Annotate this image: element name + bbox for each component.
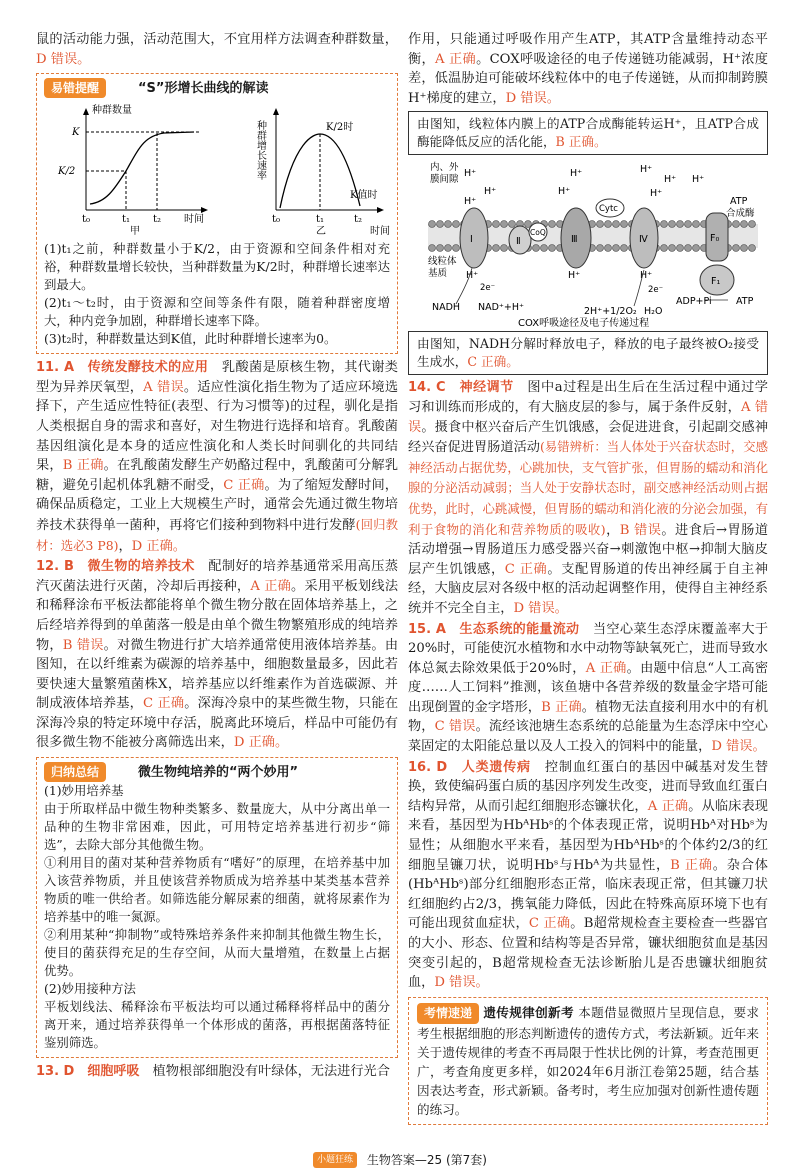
lipid-head bbox=[693, 245, 700, 252]
q16-r2: B 正确 bbox=[670, 857, 713, 873]
lipid-head bbox=[733, 221, 740, 228]
e-label-1: 2e⁻ bbox=[480, 283, 496, 294]
oxygen-label: 2H⁺+1/2O₂ bbox=[584, 306, 637, 318]
g1-xlabel: 时间 bbox=[184, 214, 204, 226]
speed-tag: 考情速递 bbox=[417, 1003, 479, 1024]
q14-t2: 。摄食中枢兴奋后产生饥饿感，会促进进食，引起副交感神经兴奋促进胃肠道活动 bbox=[408, 419, 769, 456]
q13-t1: 植物根部细胞没有叶绿体，无法进行光合 bbox=[152, 1064, 390, 1080]
q14-t4: 。进食后→胃肠道活动增强→胃肠道压力感受器兴奋→刺激饱中枢→抑制大脑皮层产生饥饿感， bbox=[408, 522, 769, 577]
g2-caption: 乙 bbox=[316, 226, 326, 238]
lipid-head bbox=[621, 221, 628, 228]
lipid-head bbox=[597, 245, 604, 252]
h-8: H⁺ bbox=[650, 188, 663, 200]
g1-t1: t₁ bbox=[122, 214, 131, 226]
lipid-head bbox=[493, 221, 500, 228]
q14-t3: ， bbox=[605, 522, 620, 538]
footer-text: 生物答案—25 (第7套) bbox=[366, 1152, 487, 1167]
exam-trend-box bbox=[408, 997, 768, 1125]
h-10: H⁺ bbox=[466, 270, 479, 282]
g2-t0: t₀ bbox=[272, 214, 281, 226]
lipid-head bbox=[605, 221, 612, 228]
h-5: H⁺ bbox=[558, 186, 571, 198]
g1-k2: K/2 bbox=[58, 166, 76, 178]
box2-text: 由图知，NADH分解时释放电子，释放的电子最终被O₂接受生成水， bbox=[417, 336, 759, 370]
intro-end: D 错误。 bbox=[36, 51, 91, 67]
q12-r3: C 正确 bbox=[143, 696, 185, 712]
lipid-head bbox=[741, 221, 748, 228]
complex-1 bbox=[460, 208, 488, 268]
cytc-label: Cytc bbox=[599, 204, 618, 215]
q11-r4: D 正确。 bbox=[131, 538, 186, 554]
speed-text: 本题借显微照片呈现信息，要求考生根据细胞的形态判断遗传的遗传方式，考法新颖。近年来关于遗传规律的考查不再局限于性状比例的计算，考查范围更广，考查角度更多样，如2024年6月浙江卷第25题，结合基因表达考查，形式新颖。备考时，考生应加强对创新性遗传题的练习。 bbox=[417, 1004, 759, 1117]
right-column bbox=[408, 30, 768, 1125]
summary-h1: (1)妙用培养基 bbox=[44, 783, 124, 799]
atp-synthase-label-2: 合成酶 bbox=[726, 208, 755, 220]
q14-r1: A 错误 bbox=[408, 399, 769, 435]
summary-box bbox=[36, 757, 398, 1058]
q13-head: 13. D 细胞呼吸 bbox=[36, 1064, 140, 1080]
q14-r2: B 错误 bbox=[619, 522, 662, 538]
box1-result: B 正确。 bbox=[555, 134, 607, 150]
tip-p2: (2)t₁～t₂时，由于资源和空间等条件有限，随着种群密度增大，种内竞争加剧，种群增长速率下降。 bbox=[44, 295, 390, 329]
lipid-head bbox=[613, 245, 620, 252]
left-column bbox=[36, 30, 398, 1082]
tip-box bbox=[36, 73, 398, 354]
summary-p1: 由于所取样品中微生物种类繁多、数量庞大，从中分离出单一品种的生物非常困难，因此，可用特定培养基进行初步“筛选”，去除大部分其他微生物。 bbox=[44, 801, 390, 853]
q16-r3: C 正确 bbox=[528, 916, 571, 932]
lipid-head bbox=[741, 245, 748, 252]
q11-note: (回归教材：选必3 P8) bbox=[36, 516, 399, 553]
q15-r4: D 错误。 bbox=[711, 739, 766, 755]
q16-t2: 。从临床表现来看，基因型为HbᴬHbˢ的个体表现正常，说明Hbᴬ对Hbˢ为显性；从细胞水平来看，基因型为HbᴬHbˢ的个体约2/3的红细胞呈镰刀状，说明Hbˢ与Hbᴬ为共显性， bbox=[408, 798, 768, 873]
lipid-head bbox=[685, 245, 692, 252]
coq-label: CoQ bbox=[530, 228, 546, 238]
q11-r3: C 正确 bbox=[223, 477, 265, 493]
q15-r1: A 正确 bbox=[585, 660, 627, 676]
g2-t2: t₂ bbox=[354, 214, 363, 226]
g1-t2: t₂ bbox=[153, 214, 162, 226]
tip-p1: (1)t₁之前，种群数量小于K/2，由于资源和空间条件相对充裕，种群数量增长较快，当种群数量为K/2时，种群增长速率达到最大。 bbox=[44, 241, 390, 293]
q11 bbox=[36, 358, 398, 556]
q14-r4: D 错误。 bbox=[513, 600, 568, 616]
lipid-head bbox=[549, 221, 556, 228]
lipid-head bbox=[493, 245, 500, 252]
lipid-head bbox=[749, 221, 756, 228]
q11-t4: 。为了缩短发酵时间，确保品质稳定，工业上大规模生产时，通常会先通过微生物培养技术获得单一菌种，再将它们接种到物料中进行发酵 bbox=[36, 477, 398, 533]
label-f0: F₀ bbox=[710, 233, 720, 245]
label-i: Ⅰ bbox=[470, 234, 473, 246]
g2-t1: t₁ bbox=[316, 214, 325, 226]
q14-r3: C 正确 bbox=[504, 561, 548, 577]
tip-p3: (3)t₂时，种群数量达到K值，此时种群增长速率为0。 bbox=[44, 331, 337, 347]
q12-t1: 配制好的培养基通常采用高压蒸汽灭菌法进行灭菌，冷却后再接种， bbox=[36, 559, 399, 594]
tip-tag: 易错提醒 bbox=[44, 78, 106, 98]
g2-ylabel: 种群增长速率 bbox=[254, 120, 266, 181]
q12-t2: 。采用平板划线法和稀释涂布平板法都能将单个微生物分散在固体培养基上，之后经培养得到的单菌落一般是由单个微生物繁殖形成的纯培养物， bbox=[36, 578, 399, 653]
figure-note-1 bbox=[408, 111, 768, 155]
q11-t3: 。在乳酸菌发酵生产奶酪过程中，乳酸菌可分解乳糖，避免引起机体乳糖不耐受， bbox=[36, 458, 399, 493]
lipid-head bbox=[661, 245, 668, 252]
q11-t2: 。适应性演化指生物为了适应环境选择下，产生适应性特征(表型、行为习惯等)的过程，驯化是指人类根据自身的需求和喜好，对生物进行选择和培育。乳酸菌基因组演化是本身的适应性演化和人类长时间驯化的共同结果， bbox=[36, 379, 399, 474]
e-label-2: 2e⁻ bbox=[648, 285, 664, 296]
lipid-head bbox=[429, 221, 436, 228]
outer-label-2: 膜间隙 bbox=[430, 174, 459, 186]
lipid-head bbox=[669, 245, 676, 252]
h-11: H⁺ bbox=[568, 270, 581, 282]
lipid-head bbox=[509, 221, 516, 228]
lipid-head bbox=[501, 245, 508, 252]
q15-t1: 当空心菜生态浮床覆盖率大于20%时，可能使沉水植物和水中动物等缺氧死亡，进而导致水体总氮去除效果低于20%时， bbox=[408, 621, 769, 676]
right-intro bbox=[408, 30, 768, 108]
g2-xlabel: 时间 bbox=[370, 226, 390, 238]
intro-body: 鼠的活动能力强，活动范围大，不宜用样方法调查种群数量， bbox=[36, 32, 398, 47]
q12-t4: 。深海冷泉中的某些微生物，只能在深海冷泉的特定环境中存活，脱离此环境后，样品中可能仍有很多微生物不能被分离筛选出来， bbox=[36, 696, 399, 751]
h-6: H⁺ bbox=[640, 164, 653, 176]
lipid-head bbox=[685, 221, 692, 228]
lipid-head bbox=[445, 245, 452, 252]
q14-note: (易错辨析：当人体处于兴奋状态时，交感神经活动占据优势，心跳加快，支气管扩张，但胃肠的蠕动和消化腺的分泌活动减弱；当人处于安静状态时，副交感神经活动则占据优势，此时，心跳减慢，但胃肠的蠕动和消化液的分泌会加强，有利于食物的消化和营养物质的吸收) bbox=[408, 439, 768, 537]
lipid-head bbox=[541, 245, 548, 252]
h-7: H⁺ bbox=[664, 174, 677, 186]
q16-t4: 。B超常规检查主要检查一些器官的大小、形态、位置和结构等是否异常，镰状细胞贫血是基因突变引起的，B超常规检查无法诊断胎儿是否患镰状细胞贫血， bbox=[408, 916, 768, 991]
oxygen-arrow bbox=[634, 270, 644, 306]
q15-t3: 。植物无法直接利用水中的有机物， bbox=[408, 699, 769, 735]
matrix-label-1: 线粒体 bbox=[428, 256, 457, 268]
g2-kval: K值时 bbox=[350, 190, 378, 202]
g1-ylabel: 种群数量 bbox=[92, 105, 132, 117]
summary-p2: ①利用目的菌对某种营养物质有“嗜好”的原理，在培养基中加入该营养物质，并且使该营养物质成为培养基中某类基本营养物质的唯一供给者。如筛选能分解尿素的细菌，就将尿素作为培养基中的唯一氮源。 bbox=[44, 855, 390, 925]
lipid-head bbox=[501, 221, 508, 228]
lipid-head bbox=[677, 221, 684, 228]
summary-title: 微生物纯培养的“两个妙用” bbox=[138, 765, 299, 781]
nadp-label: NAD⁺+H⁺ bbox=[478, 302, 525, 314]
q16-head: 16. D 人类遗传病 bbox=[408, 759, 531, 775]
q12-r2: B 错误 bbox=[62, 637, 104, 653]
lipid-head bbox=[605, 245, 612, 252]
label-ii: Ⅱ bbox=[516, 236, 521, 248]
q12-t3: 。对微生物进行扩大培养通常使用液体培养基。由图知，在以纤维素为碳源的培养基中，细胞数量最多，因此若要快速大量繁殖菌株X，培养基应以纤维素作为首选碳源、并制成液体培养基， bbox=[36, 637, 399, 712]
q16-t1: 控制血红蛋白的基因中碱基对发生替换，致使编码蛋白质的基因序列发生改变，进而导致血红蛋白结构异常，从而引起红细胞形态镰状化， bbox=[408, 759, 769, 814]
lipid-head bbox=[597, 221, 604, 228]
g1-caption: 甲 bbox=[130, 226, 140, 238]
q13 bbox=[36, 1062, 398, 1082]
graph-population bbox=[57, 103, 208, 237]
page-footer bbox=[0, 1151, 800, 1169]
lipid-head bbox=[453, 221, 460, 228]
q11-t1: 乳酸菌是原核生物，其代谢类型为异养厌氧型， bbox=[36, 360, 398, 395]
q11-r2: B 正确 bbox=[62, 458, 104, 474]
lipid-head bbox=[437, 245, 444, 252]
q11-t5: ， bbox=[118, 538, 132, 554]
q15-t4: 。流经该池塘生态系统的总能量为生态浮床中空心菜固定的太阳能总量以及人工投入的饲料中的能量， bbox=[408, 719, 768, 755]
lipid-head bbox=[549, 245, 556, 252]
outer-label-1: 内、外 bbox=[430, 162, 459, 174]
right-r1: A 正确 bbox=[435, 51, 477, 67]
graph-growth-rate bbox=[255, 108, 391, 237]
nadh-label: NADH bbox=[432, 302, 461, 314]
figure-note-2 bbox=[408, 331, 768, 375]
box1-text: 由图知，线粒体内膜上的ATP合成酶能转运H⁺，且ATP合成酶能降低反应的活化能， bbox=[417, 116, 759, 150]
q15-t2: 。由题中信息“人工高密度……人工饲料”推测，该鱼塘中各营养级的数量金字塔可能出现倒置的金字塔形， bbox=[408, 660, 769, 715]
q14-t1: 图中a过程是出生后在生活过程中通过学习和训练而形成的，有大脑皮层的参与，属于条件反射， bbox=[408, 380, 768, 415]
lipid-head bbox=[693, 221, 700, 228]
label-f1: F₁ bbox=[711, 276, 721, 288]
h-12: H⁺ bbox=[640, 270, 653, 282]
q16-t3: 。杂合体(HbᴬHbˢ)部分红细胞形态正常，临床表现正常，但其镰刀状红细胞约占2/3，携氧能力降低，因此在特殊高原环境下也有可能出现贫血症状， bbox=[408, 857, 768, 932]
summary-tag: 归纳总结 bbox=[44, 762, 106, 782]
h-2: H⁺ bbox=[484, 186, 497, 198]
h-4: H⁺ bbox=[570, 168, 583, 180]
s-curve-graphs bbox=[44, 100, 390, 238]
lipid-head bbox=[437, 221, 444, 228]
adp-label: ADP+Pi bbox=[676, 296, 712, 308]
water-label: H₂O bbox=[644, 306, 663, 318]
q14 bbox=[408, 378, 768, 618]
tip-title: “S”形增长曲线的解读 bbox=[138, 81, 269, 97]
q14-head: 14. C 神经调节 bbox=[408, 380, 514, 396]
lipid-head bbox=[533, 245, 540, 252]
lipid-head bbox=[669, 221, 676, 228]
q15-r2: B 正确 bbox=[541, 699, 582, 715]
q12-head: 12. B 微生物的培养技术 bbox=[36, 559, 195, 575]
lipid-head bbox=[453, 245, 460, 252]
label-iii: Ⅲ bbox=[571, 234, 578, 246]
q14-t5: 。支配胃肠道的传出神经属于自主神经，大脑皮层对各级中枢的活动起调整作用，使得自主神经系统并不完全自主， bbox=[408, 561, 768, 616]
speed-title: 遗传规律创新考 bbox=[483, 1004, 574, 1020]
intro-text bbox=[36, 30, 398, 69]
right-intro1: 作用，只能通过呼吸作用产生ATP，其ATP含量维持动态平衡， bbox=[408, 32, 768, 67]
lipid-head bbox=[661, 221, 668, 228]
atp-label: ATP bbox=[736, 296, 754, 308]
g2-top: K/2时 bbox=[326, 122, 354, 134]
atp-synthase-label-1: ATP bbox=[730, 196, 748, 208]
g1-t0: t₀ bbox=[82, 214, 91, 226]
right-intro2: 。COX呼吸途径的电子传递链功能减弱，H⁺浓度差，低温胁迫可能破坏线粒体中的电子传递链，从而抑制跨膜H⁺梯度的建立， bbox=[408, 51, 768, 106]
summary-p3: ②利用某种“抑制物”或特殊培养条件来抑制其他微生物生长，使目的菌获得充足的生存空间，从而大量增殖，在数量上占据优势。 bbox=[44, 927, 390, 979]
matrix-label-2: 基质 bbox=[428, 268, 448, 280]
h-3: H⁺ bbox=[464, 196, 477, 208]
h-1: H⁺ bbox=[464, 168, 477, 180]
summary-p4: 平板划线法、稀释涂布平板法均可以通过稀释将样品中的菌分离开来，通过培养获得单一个体形成的菌落，再根据菌落特征鉴别筛选。 bbox=[44, 999, 390, 1051]
right-r2: D 错误。 bbox=[505, 90, 560, 106]
lipid-head bbox=[429, 245, 436, 252]
q15-r3: C 错误 bbox=[434, 719, 476, 735]
q12-r1: A 正确 bbox=[250, 578, 292, 594]
q12 bbox=[36, 557, 398, 753]
q16-r4: D 错误。 bbox=[434, 975, 489, 991]
diagram-caption: COX呼吸途径及电子传递过程 bbox=[518, 318, 650, 329]
q12-r4: D 正确。 bbox=[233, 735, 289, 751]
lipid-head bbox=[677, 245, 684, 252]
q15-head: 15. A 生态系统的能量流动 bbox=[408, 621, 580, 637]
q16-r1: A 正确 bbox=[647, 798, 689, 814]
lipid-head bbox=[613, 221, 620, 228]
box2-result: C 正确。 bbox=[467, 354, 519, 370]
g1-k: K bbox=[72, 127, 80, 139]
logo: 小题狂练 bbox=[313, 1152, 357, 1168]
lipid-head bbox=[733, 245, 740, 252]
label-iv: Ⅳ bbox=[639, 234, 648, 246]
lipid-head bbox=[749, 245, 756, 252]
lipid-head bbox=[445, 221, 452, 228]
q11-head: 11. A 传统发酵技术的应用 bbox=[36, 360, 209, 376]
lipid-head bbox=[621, 245, 628, 252]
h-9: H⁺ bbox=[692, 174, 705, 186]
q16 bbox=[408, 758, 768, 993]
q11-r1: A 错误 bbox=[143, 379, 184, 395]
summary-h2: (2)妙用接种方法 bbox=[44, 981, 136, 997]
q15 bbox=[408, 620, 768, 757]
electron-transport-diagram bbox=[408, 158, 768, 328]
